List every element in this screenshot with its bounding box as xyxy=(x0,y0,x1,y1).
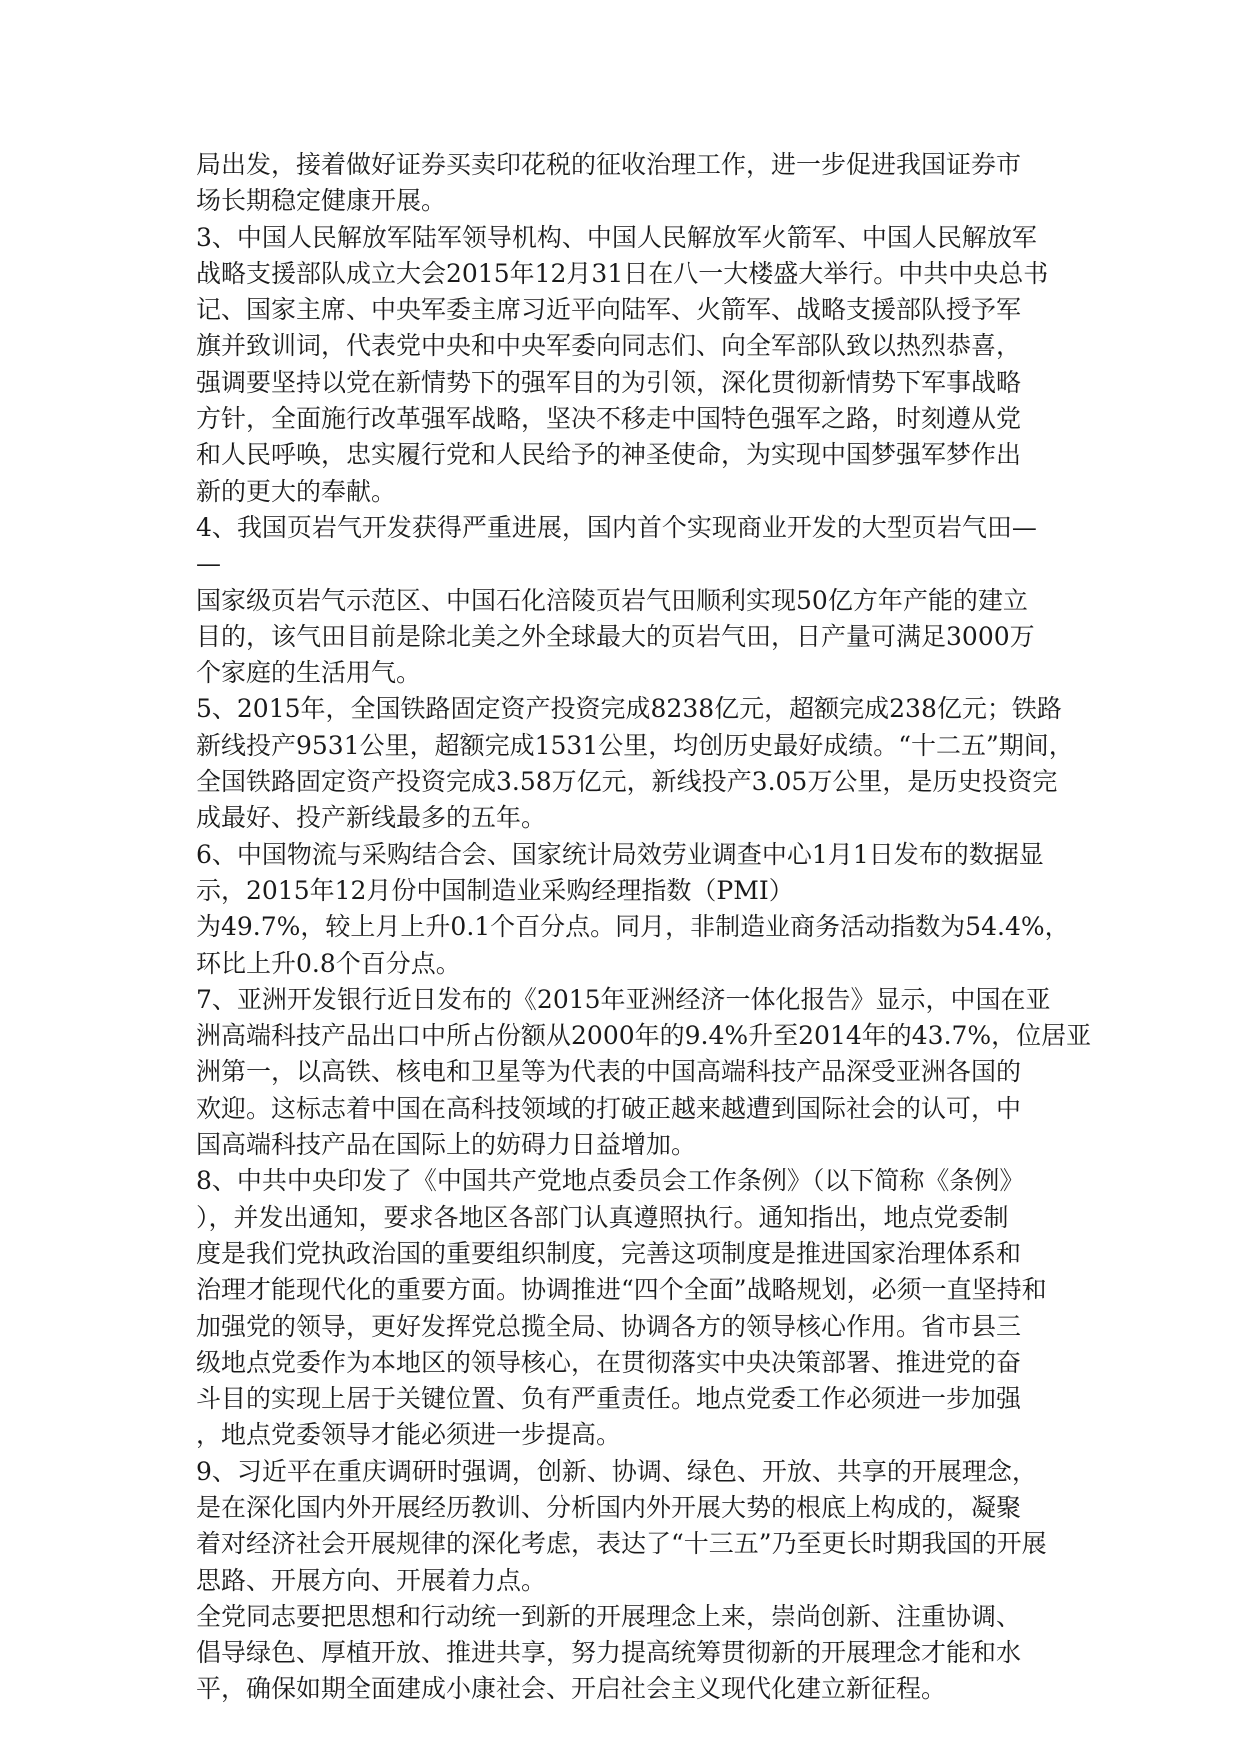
text-line: 全国铁路固定资产投资完成3.58万亿元，新线投产3.05万公里，是历史投资完 xyxy=(196,767,1058,797)
text-line: 加强党的领导，更好发挥党总揽全局、协调各方的领导核心作用。省市县三 xyxy=(196,1311,1022,1341)
text-line: 7、亚洲开发银行近日发布的《2015年亚洲经济一体化报告》显示，中国在亚 xyxy=(196,984,1051,1014)
text-line: 着对经济社会开展规律的深化考虑，表达了“十三五”乃至更长时期我国的开展 xyxy=(196,1529,1047,1559)
text-line: 强调要坚持以党在新情势下的强军目的为引领，深化贯彻新情势下军事战略 xyxy=(196,367,1022,397)
text-line: 级地点党委作为本地区的领导核心，在贯彻落实中央决策部署、推进党的奋 xyxy=(196,1347,1022,1377)
text-line: 全党同志要把思想和行动统一到新的开展理念上来，崇尚创新、注重协调、 xyxy=(196,1601,1022,1631)
text-line: 旗并致训词，代表党中央和中央军委向同志们、向全军部队致以热烈恭喜， xyxy=(196,331,1022,361)
text-line: 治理才能现代化的重要方面。协调推进“四个全面”战略规划，必须一直坚持和 xyxy=(196,1275,1047,1305)
text-line: 欢迎。这标志着中国在高科技领域的打破正越来越遭到国际社会的认可，中 xyxy=(196,1093,1022,1123)
text-line: 战略支援部队成立大会2015年12月31日在八一大楼盛大举行。中共中央总书 xyxy=(196,258,1049,288)
text-line: 目的，该气田目前是除北美之外全球最大的页岩气田，日产量可满足3000万 xyxy=(196,621,1035,651)
text-line: 平，确保如期全面建成小康社会、开启社会主义现代化建立新征程。 xyxy=(196,1674,947,1704)
text-line: 示，2015年12月份中国制造业采购经理指数（PMI） xyxy=(196,875,794,905)
text-line: 新线投产9531公里，超额完成1531公里，均创历史最好成绩。“十二五”期间， xyxy=(196,730,1074,760)
text-line: ，地点党委领导才能必须进一步提高。 xyxy=(196,1420,622,1450)
text-line: 洲高端科技产品出口中所占份额从2000年的9.4%升至2014年的43.7%，位居亚 xyxy=(196,1021,1092,1051)
text-line: 3、中国人民解放军陆军领导机构、中国人民解放军火箭军、中国人民解放军 xyxy=(196,222,1037,252)
text-line: 是在深化国内外开展经历教训、分析国内外开展大势的根底上构成的，凝聚 xyxy=(196,1492,1022,1522)
text-line: 思路、开展方向、开展着力点。 xyxy=(196,1565,547,1595)
text-line: 记、国家主席、中央军委主席习近平向陆军、火箭军、战略支援部队授予军 xyxy=(196,295,1022,325)
text-line: 6、中国物流与采购结合会、国家统计局效劳业调查中心1月1日发布的数据显 xyxy=(196,839,1044,869)
text-line: 为49.7%，较上月上升0.1个百分点。同月，非制造业商务活动指数为54.4%， xyxy=(196,912,1070,942)
text-line: 8、中共中央印发了《中国共产党地点委员会工作条例》（以下简称《条例》 xyxy=(196,1166,1025,1196)
text-line: 局出发，接着做好证券买卖印花税的征收治理工作，进一步促进我国证券市 xyxy=(196,150,1022,179)
text-line: 新的更大的奉献。 xyxy=(196,476,397,506)
text-line: 9、习近平在重庆调研时强调，创新、协调、绿色、开放、共享的开展理念， xyxy=(196,1456,1037,1486)
text-line: 国高端科技产品在国际上的妨碍力日益增加。 xyxy=(196,1130,697,1160)
text-line: 洲第一，以高铁、核电和卫星等为代表的中国高端科技产品深受亚洲各国的 xyxy=(196,1057,1022,1087)
text-line: 个家庭的生活用气。 xyxy=(196,658,422,688)
text-line: 5、2015年，全国铁路固定资产投资完成8238亿元，超额完成238亿元；铁路 xyxy=(196,694,1062,724)
text-line: 4、我国页岩气开发获得严重进展，国内首个实现商业开发的大型页岩气田— xyxy=(196,512,1037,542)
text-line: 斗目的实现上居于关键位置、负有严重责任。地点党委工作必须进一步加强 xyxy=(196,1384,1022,1414)
text-line: 国家级页岩气示范区、中国石化涪陵页岩气田顺利实现50亿方年产能的建立 xyxy=(196,585,1028,615)
text-line: 和人民呼唤，忠实履行党和人民给予的神圣使命，为实现中国梦强军梦作出 xyxy=(196,440,1022,470)
text-line: 度是我们党执政治国的重要组织制度，完善这项制度是推进国家治理体系和 xyxy=(196,1238,1022,1268)
text-line: 倡导绿色、厚植开放、推进共享，努力提高统筹贯彻新的开展理念才能和水 xyxy=(196,1638,1022,1668)
text-line: ），并发出通知，要求各地区各部门认真遵照执行。通知指出，地点党委制 xyxy=(196,1202,1009,1232)
text-line: 场长期稳定健康开展。 xyxy=(196,186,447,216)
document-body xyxy=(196,147,1092,1708)
text-line: 成最好、投产新线最多的五年。 xyxy=(196,803,547,833)
text-line: 环比上升0.8个百分点。 xyxy=(196,948,461,978)
text-line: — xyxy=(196,549,221,579)
text-line: 方针，全面施行改革强军战略，坚决不移走中国特色强军之路，时刻遵从党 xyxy=(196,404,1022,434)
